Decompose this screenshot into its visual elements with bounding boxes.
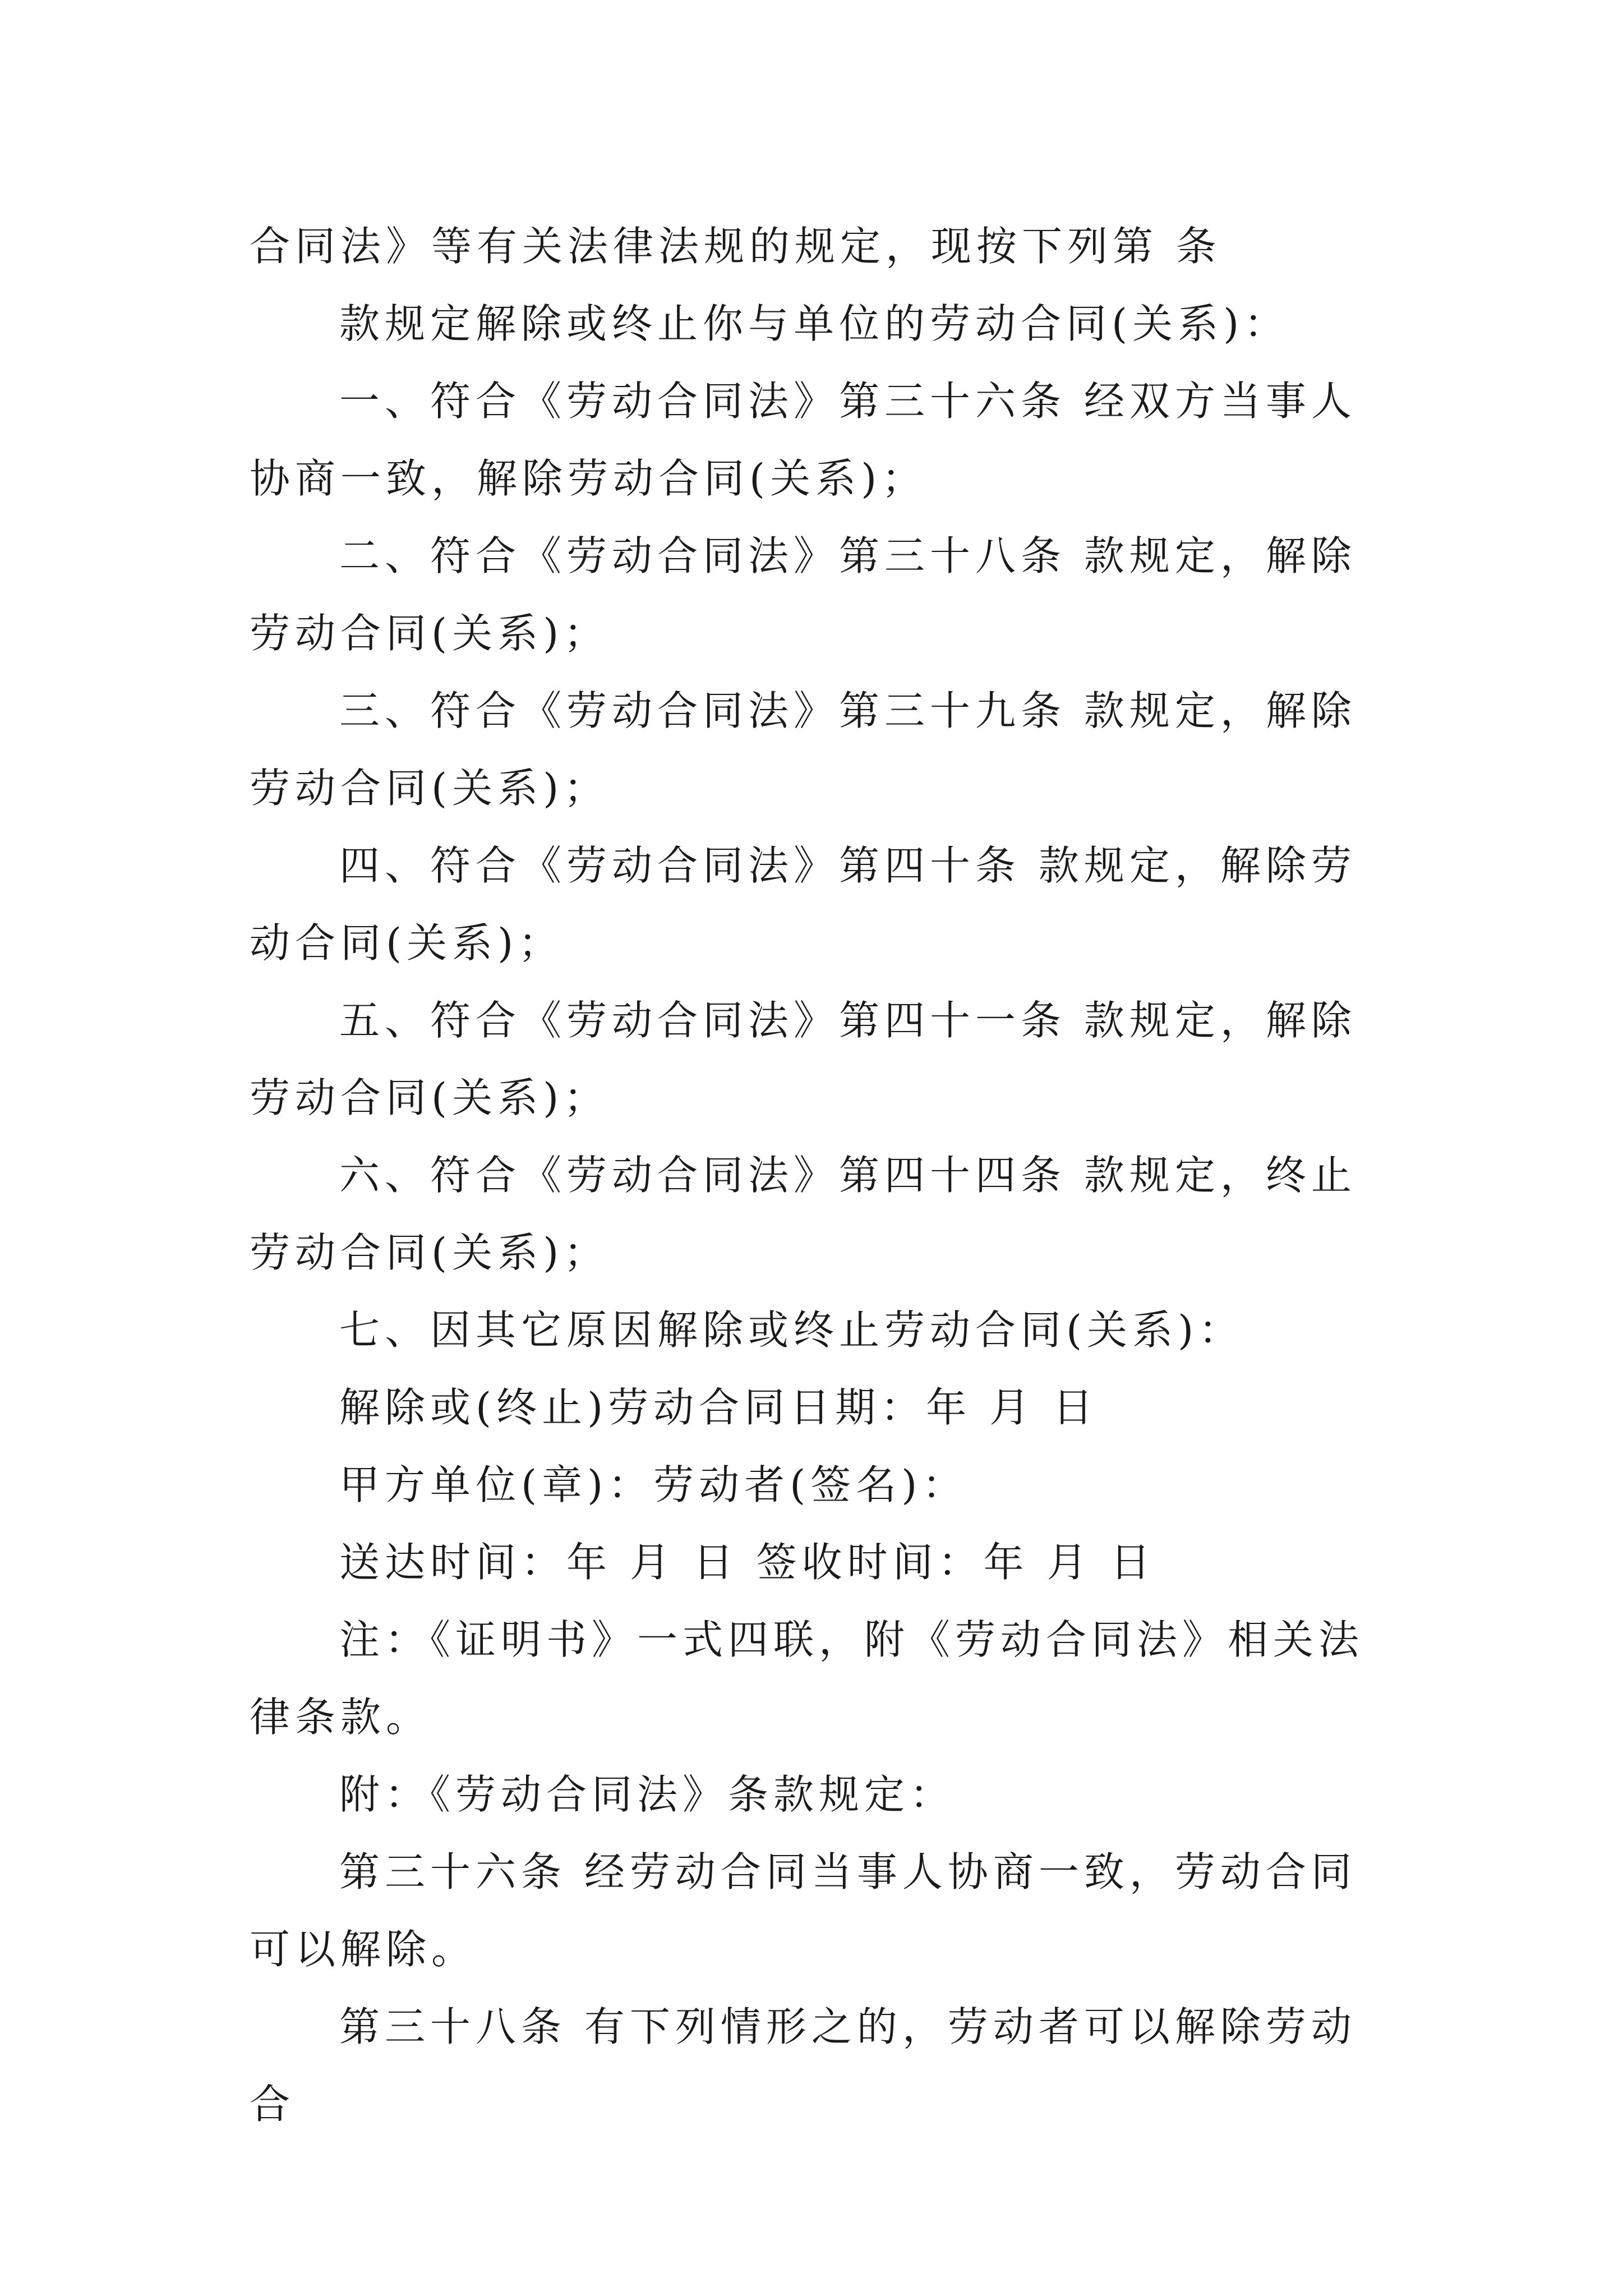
paragraph-clause-7: 七、因其它原因解除或终止劳动合同(关系)： (339, 1306, 1244, 1354)
document-body (250, 208, 1382, 2143)
paragraph-1: 合同法》等有关法律法规的规定，现按下列第 条 (250, 223, 1221, 270)
paragraph-clause-2: 二、符合《劳动合同法》第三十八条 款规定，解除劳动合同(关系)； (250, 532, 1357, 657)
article-36-paragraph: 第三十六条 经劳动合同当事人协商一致，劳动合同可以解除。 (250, 1848, 1357, 1973)
appendix-heading: 附：《劳动合同法》条款规定： (339, 1771, 956, 1818)
termination-date-line: 解除或(终止)劳动合同日期：年 月 日 (339, 1384, 1098, 1431)
paragraph-clause-6: 六、符合《劳动合同法》第四十四条 款规定，终止劳动合同(关系)； (250, 1152, 1357, 1276)
paragraph-clause-4: 四、符合《劳动合同法》第四十条 款规定，解除劳动合同(关系)； (250, 842, 1357, 967)
signature-line: 甲方单位(章)：劳动者(签名)： (339, 1461, 968, 1508)
note-paragraph: 注：《证明书》一式四联，附《劳动合同法》相关法律条款。 (250, 1616, 1364, 1741)
paragraph-clause-1: 一、符合《劳动合同法》第三十六条 经双方当事人协商一致，解除劳动合同(关系)； (250, 378, 1357, 502)
delivery-time-line: 送达时间：年 月 日 签收时间：年 月 日 (339, 1539, 1156, 1586)
paragraph-2: 款规定解除或终止你与单位的劳动合同(关系)： (339, 300, 1290, 347)
paragraph-clause-3: 三、符合《劳动合同法》第三十九条 款规定，解除劳动合同(关系)； (250, 687, 1357, 812)
paragraph-clause-5: 五、符合《劳动合同法》第四十一条 款规定，解除劳动合同(关系)； (250, 997, 1357, 1121)
article-38-paragraph: 第三十八条 有下列情形之的，劳动者可以解除劳动合 (250, 2003, 1357, 2128)
